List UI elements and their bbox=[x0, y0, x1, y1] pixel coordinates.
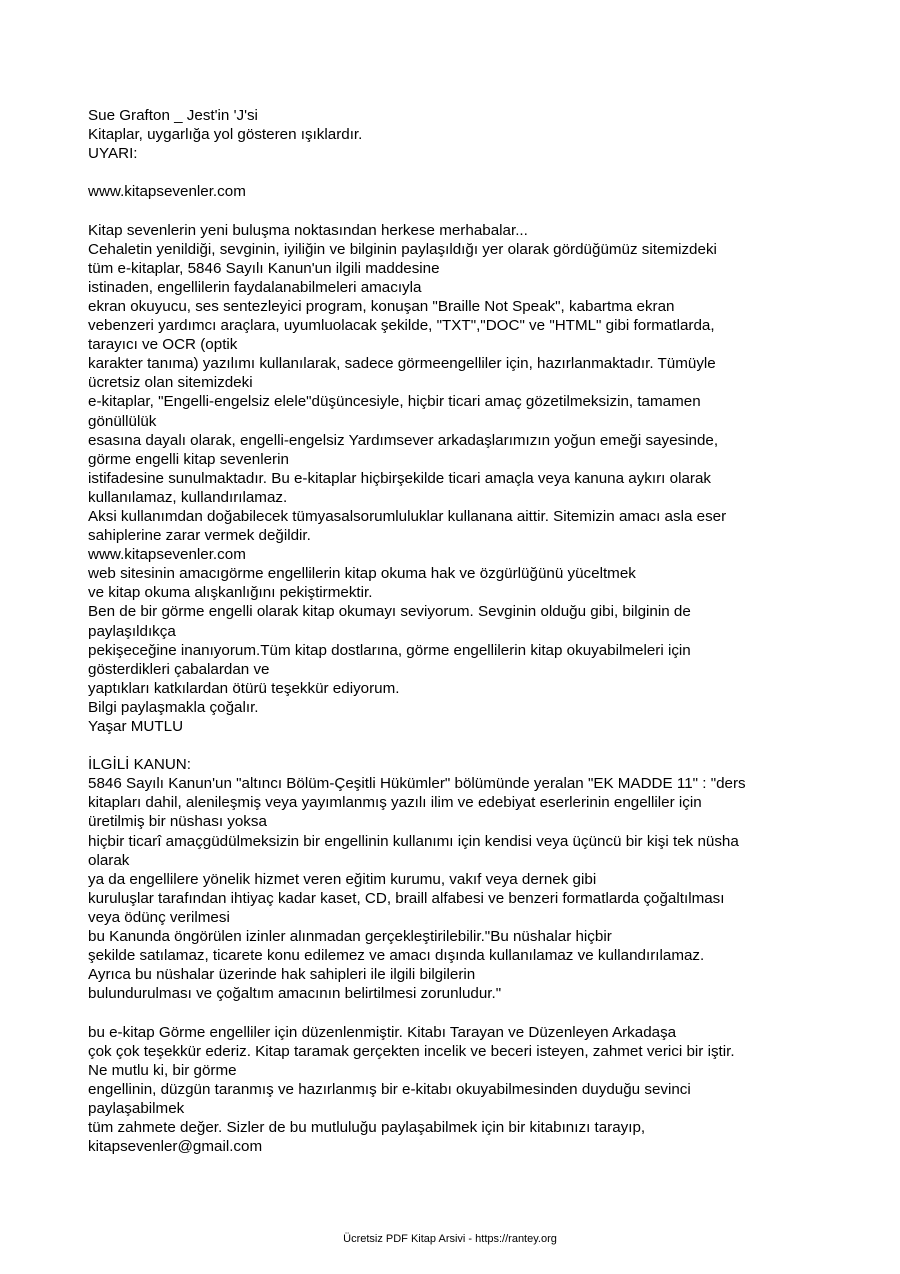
law-line: kitapları dahil, alenileşmiş veya yayımlanmış yazılı ilim ve edebiyat eserlerinin engelliler için bbox=[88, 794, 702, 812]
law-line: üretilmiş bir nüshası yoksa bbox=[88, 813, 267, 831]
contact-email: kitapsevenler@gmail.com bbox=[88, 1138, 263, 1156]
intro-line: ekran okuyucu, ses sentezleyici program, konuşan "Braille Not Speak", kabartma ekran bbox=[88, 297, 675, 315]
closing-paragraph bbox=[88, 1023, 818, 1157]
law-line: kuruluşlar tarafından ihtiyaç kadar kaset, CD, braill alfabesi ve benzeri formatlarda çoğaltılması bbox=[88, 889, 725, 907]
law-line: bu Kanunda öngörülen izinler alınmadan gerçekleştirilebilir."Bu nüshalar hiçbir bbox=[88, 928, 612, 946]
intro-line: Bilgi paylaşmakla çoğalır. bbox=[88, 698, 259, 716]
law-section bbox=[88, 755, 818, 1003]
motto-line: Kitaplar, uygarlığa yol gösteren ışıklardır. bbox=[88, 126, 363, 144]
law-line: ya da engellilere yönelik hizmet veren eğitim kurumu, vakıf veya dernek gibi bbox=[88, 870, 597, 888]
intro-line: esasına dayalı olarak, engelli-engelsiz Yardımsever arkadaşlarımızın yoğun emeği sayesinde, bbox=[88, 431, 719, 449]
intro-line: yaptıkları katkılardan ötürü teşekkür ediyorum. bbox=[88, 679, 400, 697]
intro-line: gösterdikleri çabalardan ve bbox=[88, 660, 270, 678]
blank-line bbox=[88, 1003, 818, 1022]
page-footer: Ücretsiz PDF Kitap Arsivi - https://rantey.org bbox=[343, 1233, 557, 1245]
intro-line: kullanılamaz, kullandırılamaz. bbox=[88, 488, 288, 506]
intro-line: tüm e-kitaplar, 5846 Sayılı Kanun'un ilgili maddesine bbox=[88, 259, 440, 277]
intro-line: ve kitap okuma alışkanlığını pekiştirmektir. bbox=[88, 584, 373, 602]
intro-paragraph bbox=[88, 221, 818, 737]
law-line: bulundurulması ve çoğaltım amacının belirtilmesi zorunludur." bbox=[88, 985, 502, 1003]
blank-line bbox=[88, 163, 818, 182]
intro-line: ücretsiz olan sitemizdeki bbox=[88, 374, 253, 392]
blank-line bbox=[88, 201, 818, 220]
closing-line: paylaşabilmek bbox=[88, 1099, 185, 1117]
intro-line: Cehaletin yenildiği, sevginin, iyiliğin ve bilginin paylaşıldığı yer olarak gördüğümüz sitemizdeki bbox=[88, 240, 717, 258]
law-line: hiçbir ticarî amaçgüdülmeksizin bir engellinin kullanımı için kendisi veya üçüncü bir kişi tek nüsha bbox=[88, 832, 739, 850]
closing-line: bu e-kitap Görme engelliler için düzenlenmiştir. Kitabı Tarayan ve Düzenleyen Arkadaşa bbox=[88, 1023, 677, 1041]
intro-line: Kitap sevenlerin yeni buluşma noktasından herkese merhabalar... bbox=[88, 221, 528, 239]
intro-line: karakter tanıma) yazılımı kullanılarak, sadece görmeengelliler için, hazırlanmaktadır. Tümüyle bbox=[88, 355, 716, 373]
site-url: www.kitapsevenler.com bbox=[88, 183, 246, 201]
document-title: Sue Grafton _ Jest'in 'J'si bbox=[88, 107, 258, 124]
intro-line: www.kitapsevenler.com bbox=[88, 546, 246, 564]
blank-line bbox=[88, 736, 818, 755]
document-body bbox=[88, 106, 818, 1156]
law-line: şekilde satılamaz, ticarete konu edilemez ve amacı dışında kullanılamaz ve kullandırılamaz. bbox=[88, 947, 705, 965]
closing-line: Ne mutlu ki, bir görme bbox=[88, 1061, 237, 1079]
warning-label: UYARI: bbox=[88, 145, 138, 163]
law-line: veya ödünç verilmesi bbox=[88, 908, 230, 926]
law-line: Ayrıca bu nüshalar üzerinde hak sahipleri ile ilgili bilgilerin bbox=[88, 966, 476, 984]
law-line: 5846 Sayılı Kanun'un "altıncı Bölüm-Çeşitli Hükümler" bölümünde yeralan "EK MADDE 11" : "ders bbox=[88, 775, 746, 793]
signature-line: Yaşar MUTLU bbox=[88, 718, 184, 735]
law-line: olarak bbox=[88, 851, 130, 869]
intro-line: web sitesinin amacıgörme engellilerin kitap okuma hak ve özgürlüğünü yüceltmek bbox=[88, 565, 636, 583]
intro-line: pekişeceğine inanıyorum.Tüm kitap dostlarına, görme engellilerin kitap okuyabilmeleri için bbox=[88, 641, 691, 659]
intro-line: tarayıcı ve OCR (optik bbox=[88, 336, 238, 354]
intro-line: Aksi kullanımdan doğabilecek tümyasalsorumluluklar kullanana aittir. Sitemizin amacı asla eser bbox=[88, 507, 727, 525]
intro-line: paylaşıldıkça bbox=[88, 622, 176, 640]
closing-line: tüm zahmete değer. Sizler de bu mutluluğu paylaşabilmek için bir kitabınızı tarayıp, bbox=[88, 1118, 646, 1136]
intro-line: Ben de bir görme engelli olarak kitap okumayı seviyorum. Sevginin olduğu gibi, bilginin de bbox=[88, 603, 691, 621]
intro-line: görme engelli kitap sevenlerin bbox=[88, 450, 289, 468]
intro-line: istinaden, engellilerin faydalanabilmeleri amacıyla bbox=[88, 278, 422, 296]
law-heading: İLGİLİ KANUN: bbox=[88, 756, 191, 774]
closing-line: engellinin, düzgün taranmış ve hazırlanmış bir e-kitabı okuyabilmesinden duyduğu sevinci bbox=[88, 1080, 691, 1098]
intro-line: vebenzeri yardımcı araçlara, uyumluolacak şekilde, "TXT","DOC" ve "HTML" gibi formatlarda, bbox=[88, 317, 715, 335]
intro-line: sahiplerine zarar vermek değildir. bbox=[88, 527, 311, 545]
closing-line: çok çok teşekkür ederiz. Kitap taramak gerçekten incelik ve beceri isteyen, zahmet verici bir iştir. bbox=[88, 1042, 735, 1060]
intro-line: e-kitaplar, "Engelli-engelsiz elele"düşüncesiyle, hiçbir ticari amaç gözetilmeksizin, tamamen bbox=[88, 393, 701, 411]
intro-line: istifadesine sunulmaktadır. Bu e-kitaplar hiçbirşekilde ticari amaçla veya kanuna aykırı olarak bbox=[88, 469, 711, 487]
intro-line: gönüllülük bbox=[88, 412, 157, 430]
